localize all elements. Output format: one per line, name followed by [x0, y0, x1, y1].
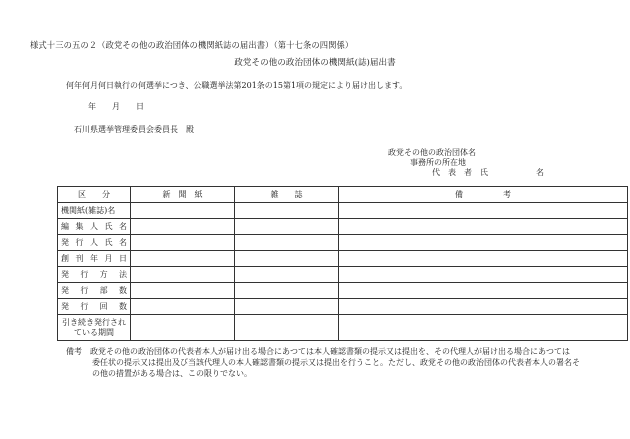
registration-table	[57, 186, 628, 341]
row-label-frequency	[58, 299, 131, 315]
cell-magazine[interactable]	[235, 219, 339, 235]
cell-remarks[interactable]	[339, 219, 628, 235]
editor-name-label: 編 集 人 氏 名	[61, 222, 127, 231]
table-row	[58, 299, 628, 315]
circulation-label: 発 行 部 数	[61, 286, 127, 295]
continuous-period-line1: 引き続き発行され	[62, 317, 126, 327]
remarks-line-1	[66, 346, 586, 357]
cell-remarks[interactable]	[339, 267, 628, 283]
row-label-first-issue-date	[58, 251, 131, 267]
row-label-editor-name	[58, 219, 131, 235]
table-row	[58, 315, 628, 341]
remarks-label: 備考	[66, 347, 82, 356]
cell-magazine[interactable]	[235, 235, 339, 251]
cell-newspaper[interactable]	[131, 251, 235, 267]
table-row	[58, 267, 628, 283]
continuous-period-line2: ている期間	[74, 327, 114, 337]
cell-newspaper[interactable]	[131, 299, 235, 315]
cell-newspaper[interactable]	[131, 267, 235, 283]
cell-newspaper[interactable]	[131, 203, 235, 219]
remarks-line-2: 委任状の提示又は提出及び当該代理人の本人確認書類の提示又は提出を行うこと。ただし、政党その他の政治団体の代表者本人の署名そ	[92, 358, 580, 367]
header-remarks: 備 考	[339, 187, 628, 203]
publisher-name-label: 発 行 人 氏 名	[61, 238, 127, 247]
form-number-header: 様式十三の五の２（政党その他の政治団体の機関紙誌の届出書）（第十七条の四関係）	[30, 40, 354, 50]
row-label-publication-name: 機関紙(雑誌)名	[58, 203, 131, 219]
table-row	[58, 235, 628, 251]
remarks-text-1: 政党その他の政治団体の代表者本人が届け出る場合にあつては本人確認書類の提示又は提出を、その代理人が届け出る場合にあつては	[90, 347, 570, 356]
cell-magazine[interactable]	[235, 251, 339, 267]
sender-org-name: 政党その他の政治団体名	[388, 148, 476, 157]
header-magazine: 雑 誌	[235, 187, 339, 203]
cell-newspaper[interactable]	[131, 315, 235, 341]
cell-magazine[interactable]	[235, 283, 339, 299]
cell-magazine[interactable]	[235, 299, 339, 315]
cell-remarks[interactable]	[339, 251, 628, 267]
cell-remarks[interactable]	[339, 235, 628, 251]
cell-newspaper[interactable]	[131, 219, 235, 235]
table-row	[58, 251, 628, 267]
cell-remarks[interactable]	[339, 203, 628, 219]
remarks-section	[66, 346, 586, 379]
row-label-publication-method	[58, 267, 131, 283]
publication-method-label: 発 行 方 法	[61, 270, 127, 279]
sender-representative: 代 表 者 氏 名	[432, 168, 544, 177]
sender-office-location: 事務所の所在地	[410, 158, 466, 167]
intro-statement: 何年何月何日執行の何選挙につき、公職選挙法第201条の15第1項の規定により届け出します。	[66, 81, 408, 90]
cell-newspaper[interactable]	[131, 283, 235, 299]
cell-remarks[interactable]	[339, 315, 628, 341]
table-row	[58, 203, 628, 219]
document-title: 政党その他の政治団体の機関紙(誌)届出書	[234, 58, 396, 68]
row-label-circulation	[58, 283, 131, 299]
cell-magazine[interactable]	[235, 203, 339, 219]
row-label-publisher-name	[58, 235, 131, 251]
table-row	[58, 283, 628, 299]
first-issue-date-label: 創 刊 年 月 日	[61, 254, 127, 263]
remarks-line-3: の他の措置がある場合は、この限りでない。	[92, 369, 252, 378]
date-line: 年 月 日	[88, 102, 144, 111]
cell-newspaper[interactable]	[131, 235, 235, 251]
frequency-label: 発 行 回 数	[61, 302, 127, 311]
table-row	[58, 219, 628, 235]
header-newspaper: 新 聞 紙	[131, 187, 235, 203]
addressee: 石川県選挙管理委員会委員長 殿	[74, 125, 194, 134]
cell-magazine[interactable]	[235, 315, 339, 341]
row-label-continuous-period	[58, 315, 131, 341]
cell-remarks[interactable]	[339, 283, 628, 299]
cell-remarks[interactable]	[339, 299, 628, 315]
cell-magazine[interactable]	[235, 267, 339, 283]
table-header-row	[58, 187, 628, 203]
header-category: 区 分	[58, 187, 131, 203]
